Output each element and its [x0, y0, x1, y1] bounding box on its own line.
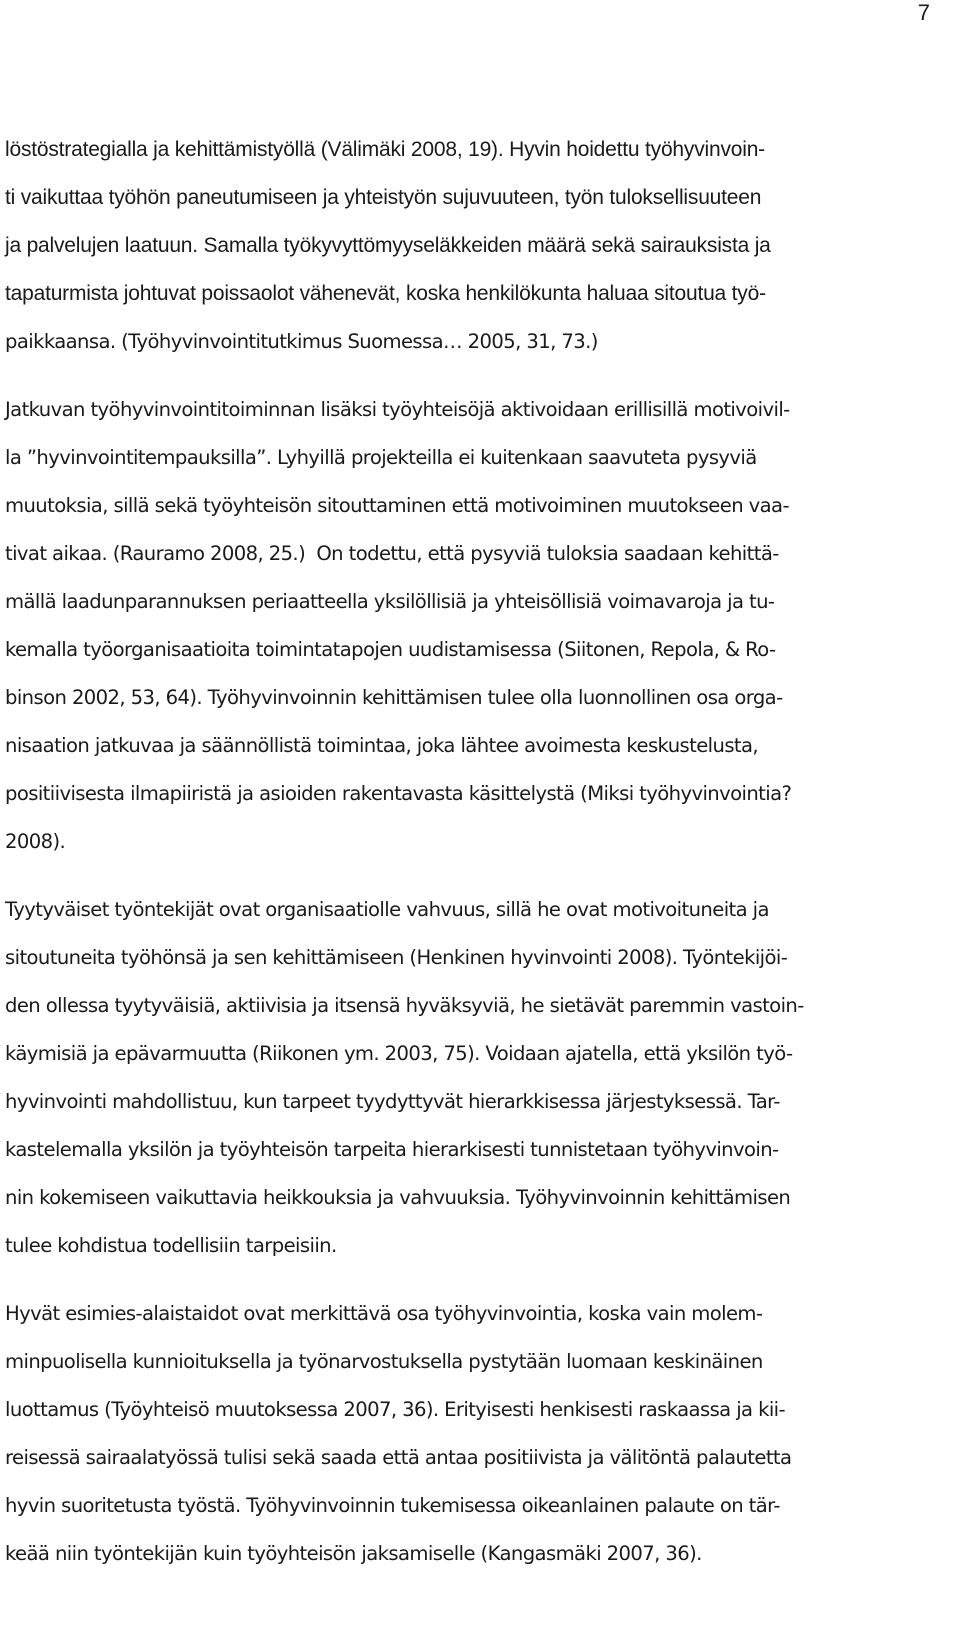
text-line: kemalla työorganisaatioita toimintatapojen uudistamisessa (Siitonen, Repola, & Ro-	[5, 638, 776, 661]
text-line: reisessä sairaalatyössä tulisi sekä saada että antaa positiivista ja välitöntä palautetta	[5, 1446, 792, 1469]
text-line: kastelemalla yksilön ja työyhteisön tarpeita hierarkisesti tunnistetaan työhyvinvoin-	[5, 1138, 779, 1161]
text-line: tulee kohdistua todellisiin tarpeisiin.	[5, 1234, 337, 1257]
text-line: löstöstrategialla ja kehittämistyöllä (Välimäki 2008, 19). Hyvin hoidettu työhyvinvoin-	[5, 138, 765, 161]
text-line: Tyytyväiset työntekijät ovat organisaatiolle vahvuus, sillä he ovat motivoituneita ja	[5, 898, 769, 921]
text-line: la ”hyvinvointitempauksilla”. Lyhyillä projekteilla ei kuitenkaan saavuteta pysyviä	[5, 446, 757, 469]
text-line: nin kokemiseen vaikuttavia heikkouksia ja vahvuuksia. Työhyvinvoinnin kehittämisen	[5, 1186, 791, 1209]
text-line: hyvinvointi mahdollistuu, kun tarpeet tyydyttyvät hierarkkisessa järjestyksessä. Tar-	[5, 1090, 780, 1113]
text-line: hyvin suoritetusta työstä. Työhyvinvoinnin tukemisessa oikeanlainen palaute on tär-	[5, 1494, 780, 1517]
text-line: 2008).	[5, 830, 66, 853]
text-line: positiivisesta ilmapiiristä ja asioiden rakentavasta käsittelystä (Miksi työhyvinvointia?	[5, 782, 792, 805]
text-line: ti vaikuttaa työhön paneutumiseen ja yhteistyön sujuvuuteen, työn tuloksellisuuteen	[5, 186, 762, 209]
text-line: tivat aikaa. (Rauramo 2008, 25.) On todettu, että pysyviä tuloksia saadaan kehittä-	[5, 542, 779, 565]
text-line: ja palvelujen laatuun. Samalla työkyvyttömyyseläkkeiden määrä sekä sairauksista ja	[5, 234, 771, 257]
text-line: Jatkuvan työhyvinvointitoiminnan lisäksi työyhteisöjä aktivoidaan erillisillä motivoivil-	[5, 398, 790, 421]
text-line: minpuolisella kunnioituksella ja työnarvostuksella pystytään luomaan keskinäinen	[5, 1350, 763, 1373]
text-line: käymisiä ja epävarmuutta (Riikonen ym. 2003, 75). Voidaan ajatella, että yksilön työ-	[5, 1042, 793, 1065]
text-line: Hyvät esimies-alaistaidot ovat merkittävä osa työhyvinvointia, koska vain molem-	[5, 1302, 763, 1325]
text-line: binson 2002, 53, 64). Työhyvinvoinnin kehittämisen tulee olla luonnollinen osa orga-	[5, 686, 783, 709]
text-line: den ollessa tyytyväisiä, aktiivisia ja itsensä hyväksyviä, he sietävät paremmin vastoin-	[5, 994, 804, 1017]
text-line: nisaation jatkuvaa ja säännöllistä toimintaa, joka lähtee avoimesta keskustelusta,	[5, 734, 759, 757]
text-line: mällä laadunparannuksen periaatteella yksilöllisiä ja yhteisöllisiä voimavaroja ja tu-	[5, 590, 775, 613]
text-line: paikkaansa. (Työhyvinvointitutkimus Suomessa… 2005, 31, 73.)	[5, 330, 598, 353]
text-line: tapaturmista johtuvat poissaolot vähenevät, koska henkilökunta haluaa sitoutua työ-	[5, 282, 766, 305]
text-line: muutoksia, sillä sekä työyhteisön sitouttaminen että motivoiminen muutokseen vaa-	[5, 494, 789, 517]
text-line: keää niin työntekijän kuin työyhteisön jaksamiselle (Kangasmäki 2007, 36).	[5, 1542, 702, 1565]
text-line: sitoutuneita työhönsä ja sen kehittämiseen (Henkinen hyvinvointi 2008). Työntekijöi-	[5, 946, 788, 969]
page-number: 7	[917, 0, 930, 25]
text-line: luottamus (Työyhteisö muutoksessa 2007, 36). Erityisesti henkisesti raskaassa ja kii-	[5, 1398, 785, 1421]
